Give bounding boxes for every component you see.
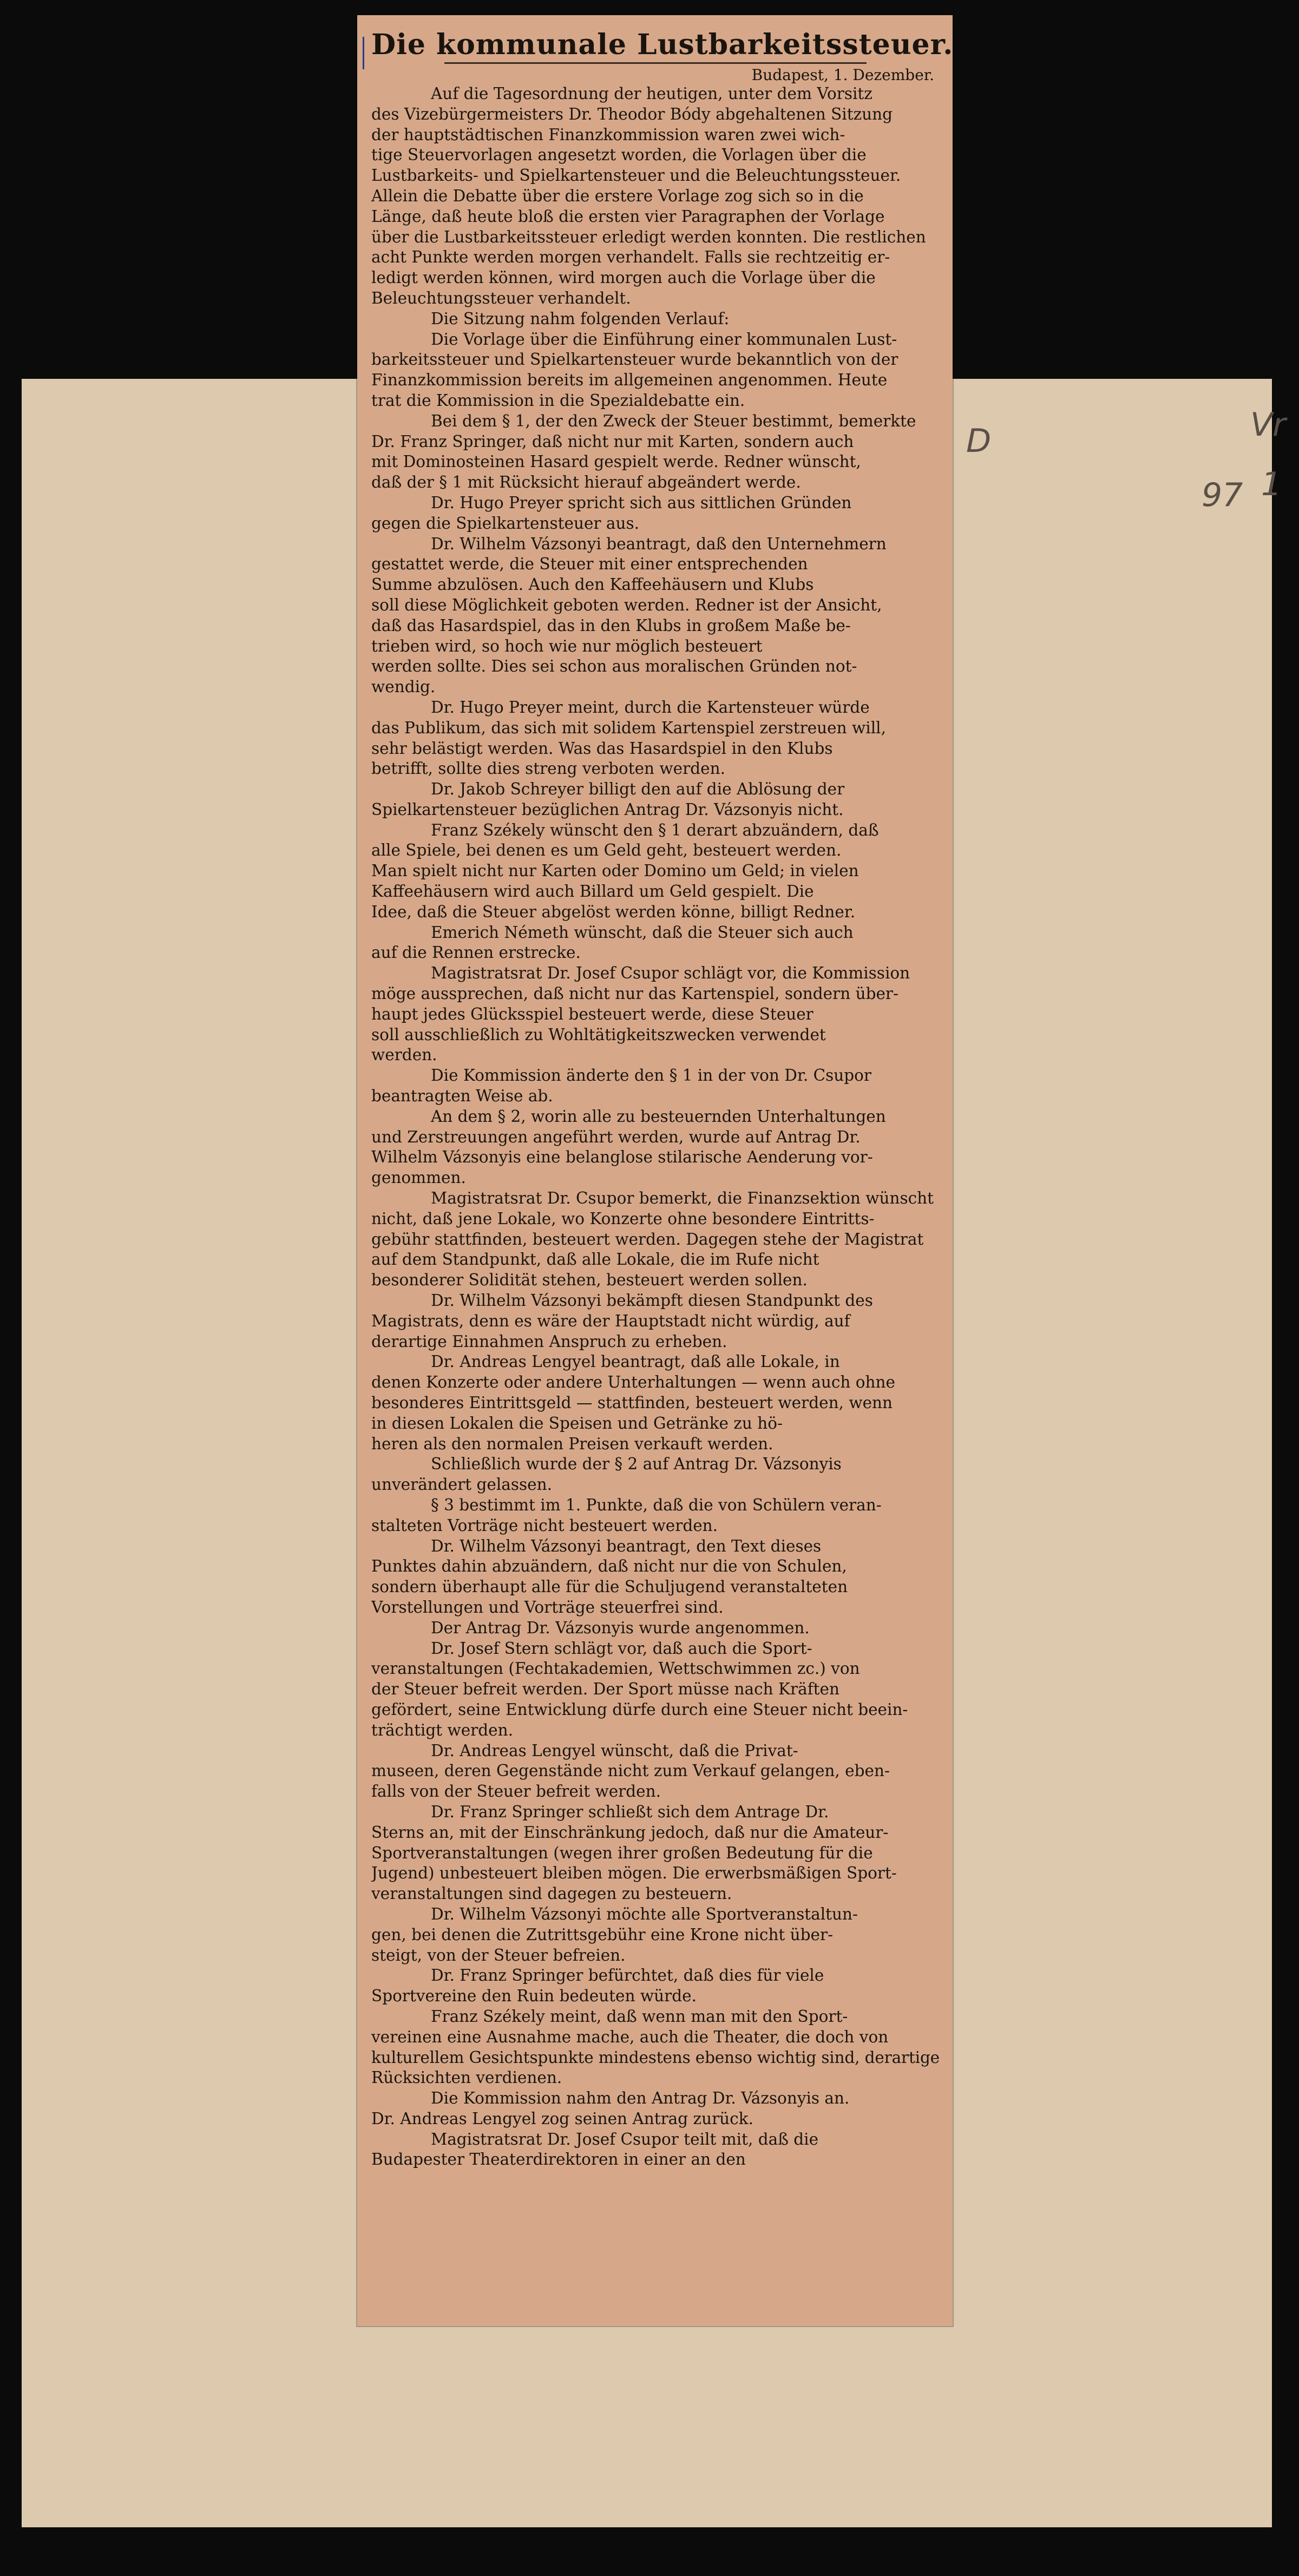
text-line: des Vizebürgermeisters Dr. Theodor Bódy abgehaltenen Sitzung xyxy=(371,104,893,123)
text-line: kulturellem Gesichtspunkte mindestens ebenso wichtig sind, derartige xyxy=(371,2048,940,2067)
text-line: An dem § 2, worin alle zu besteuernden Unterhaltungen xyxy=(431,1107,886,1126)
text-line: Beleuchtungssteuer verhandelt. xyxy=(371,288,631,307)
paragraph xyxy=(371,411,940,493)
text-line: mit Dominosteinen Hasard gespielt werde. Redner wünscht, xyxy=(371,452,861,471)
paragraph xyxy=(371,820,940,923)
text-line: beantragten Weise ab. xyxy=(371,1087,553,1106)
paragraph xyxy=(371,1107,940,1188)
text-line: Der Antrag Dr. Vázsonyis wurde angenommen. xyxy=(431,1618,810,1637)
paragraph xyxy=(371,698,940,779)
paragraph xyxy=(371,1291,940,1352)
article xyxy=(371,28,954,2170)
text-line: auf die Rennen erstrecke. xyxy=(371,943,581,962)
text-line: trächtigt werden. xyxy=(371,1720,513,1739)
title-rule xyxy=(444,62,867,64)
text-line: Spielkartensteuer bezüglichen Antrag Dr. Vázsonyis nicht. xyxy=(371,800,844,819)
text-line: besonderes Eintrittsgeld — stattfinden, besteuert werden, wenn xyxy=(371,1394,893,1412)
text-line: Dr. Wilhelm Vázsonyi beantragt, daß den Unternehmern xyxy=(431,534,887,553)
text-line: möge aussprechen, daß nicht nur das Kartenspiel, sondern über- xyxy=(371,984,898,1003)
text-line: alle Spiele, bei denen es um Geld geht, besteuert werden. xyxy=(371,841,842,860)
paragraph xyxy=(371,923,940,964)
text-line: wendig. xyxy=(371,678,436,696)
paragraph xyxy=(371,1802,940,1904)
text-line: der Steuer befreit werden. Der Sport müsse nach Kräften xyxy=(371,1680,839,1699)
text-line: Dr. Franz Springer schließt sich dem Antrage Dr. xyxy=(431,1802,829,1821)
text-line: Allein die Debatte über die erstere Vorlage zog sich so in die xyxy=(371,186,864,205)
text-line: unverändert gelassen. xyxy=(371,1475,552,1494)
paragraph xyxy=(371,2088,940,2130)
pencil-page-number: 97 xyxy=(1202,476,1243,514)
text-line: Sportveranstaltungen (wegen ihrer großen Bedeutung für die xyxy=(371,1843,873,1862)
text-line: heren als den normalen Preisen verkauft werden. xyxy=(371,1434,773,1453)
text-line: der hauptstädtischen Finanzkommission waren zwei wich- xyxy=(371,125,845,144)
text-line: barkeitssteuer und Spielkartensteuer wurde bekanntlich von der xyxy=(371,350,898,369)
text-line: Franz Székely wünscht den § 1 derart abzuändern, daß xyxy=(431,820,879,839)
text-line: Bei dem § 1, der den Zweck der Steuer bestimmt, bemerkte xyxy=(431,411,916,430)
paragraph xyxy=(371,1495,940,1536)
text-line: Emerich Németh wünscht, daß die Steuer sich auch xyxy=(431,923,854,942)
paragraph xyxy=(371,1639,940,1741)
newspaper-clipping xyxy=(357,15,953,2326)
text-line: falls von der Steuer befreit werden. xyxy=(371,1782,661,1801)
text-line: genommen. xyxy=(371,1168,466,1187)
text-line: Idee, daß die Steuer abgelöst werden könne, billigt Redner. xyxy=(371,902,856,921)
text-line: sondern überhaupt alle für die Schuljugend veranstalteten xyxy=(371,1578,848,1596)
paragraph xyxy=(371,963,940,1066)
paragraph xyxy=(371,2130,940,2171)
text-line: ledigt werden können, wird morgen auch die Vorlage über die xyxy=(371,268,876,287)
text-line: Dr. Andreas Lengyel zog seinen Antrag zurück. xyxy=(371,2109,753,2128)
text-line: Kaffeehäusern wird auch Billard um Geld gespielt. Die xyxy=(371,882,814,901)
text-line: haupt jedes Glücksspiel besteuert werde, diese Steuer xyxy=(371,1004,813,1023)
article-body xyxy=(371,84,940,2170)
text-line: daß das Hasardspiel, das in den Klubs in großem Maße be- xyxy=(371,616,851,635)
text-line: steigt, von der Steuer befreien. xyxy=(371,1946,626,1964)
text-line: gestattet werde, die Steuer mit einer entsprechenden xyxy=(371,555,808,574)
text-line: Magistratsrat Dr. Josef Csupor schlägt vor, die Kommission xyxy=(431,964,910,983)
text-line: betrifft, sollte dies streng verboten werden. xyxy=(371,759,725,778)
text-line: gefördert, seine Entwicklung dürfe durch eine Steuer nicht beein- xyxy=(371,1700,908,1719)
paragraph xyxy=(371,330,940,411)
text-line: Länge, daß heute bloß die ersten vier Paragraphen der Vorlage xyxy=(371,207,885,226)
text-line: Dr. Andreas Lengyel wünscht, daß die Privat- xyxy=(431,1741,798,1760)
dateline: Budapest, 1. Dezember. xyxy=(751,66,934,84)
text-line: Magistratsrat Dr. Csupor bemerkt, die Finanzsektion wünscht xyxy=(431,1189,934,1208)
text-line: Rücksichten verdienen. xyxy=(371,2068,562,2087)
text-line: Lustbarkeits- und Spielkartensteuer und die Beleuchtungssteuer. xyxy=(371,166,901,185)
text-line: Vorstellungen und Vorträge steuerfrei sind. xyxy=(371,1598,724,1616)
paragraph xyxy=(371,1741,940,1802)
text-line: und Zerstreuungen angeführt werden, wurde auf Antrag Dr. xyxy=(371,1127,861,1146)
text-line: Dr. Franz Springer, daß nicht nur mit Karten, sondern auch xyxy=(371,432,854,451)
text-line: werden sollte. Dies sei schon aus moralischen Gründen not- xyxy=(371,657,857,676)
text-line: denen Konzerte oder andere Unterhaltungen — wenn auch ohne xyxy=(371,1373,895,1392)
text-line: sehr belästigt werden. Was das Hasardspiel in den Klubs xyxy=(371,739,833,758)
text-line: Wilhelm Vázsonyis eine belanglose stilarische Aenderung vor- xyxy=(371,1148,873,1167)
text-line: das Publikum, das sich mit solidem Kartenspiel zerstreuen will, xyxy=(371,718,886,737)
text-line: Franz Székely meint, daß wenn man mit den Sport- xyxy=(431,2007,848,2026)
text-line: Magistrats, denn es wäre der Hauptstadt nicht würdig, auf xyxy=(371,1311,850,1330)
text-line: auf dem Standpunkt, daß alle Lokale, die im Rufe nicht xyxy=(371,1250,819,1269)
text-line: Dr. Wilhelm Vázsonyi möchte alle Sportveranstaltun- xyxy=(431,1904,858,1923)
paragraph xyxy=(371,1966,940,2007)
text-line: § 3 bestimmt im 1. Punkte, daß die von Schülern veran- xyxy=(431,1495,882,1514)
text-line: trieben wird, so hoch wie nur möglich besteuert xyxy=(371,636,763,655)
text-line: werden. xyxy=(371,1046,437,1064)
text-line: Magistratsrat Dr. Josef Csupor teilt mit, daß die xyxy=(431,2130,819,2148)
text-line: museen, deren Gegenstände nicht zum Verkauf gelangen, eben- xyxy=(371,1762,890,1780)
paragraph xyxy=(371,534,940,698)
text-line: Jugend) unbesteuert bleiben mögen. Die erwerbsmäßigen Sport- xyxy=(371,1864,897,1883)
text-line: Die Kommission änderte den § 1 in der von Dr. Csupor xyxy=(431,1066,872,1085)
text-line: in diesen Lokalen die Speisen und Getränke zu hö- xyxy=(371,1414,783,1432)
text-line: Die Sitzung nahm folgenden Verlauf: xyxy=(431,309,730,328)
paragraph xyxy=(371,1536,940,1618)
text-line: Dr. Wilhelm Vázsonyi beantragt, den Text dieses xyxy=(431,1536,822,1555)
paragraph xyxy=(371,1454,940,1495)
paragraph xyxy=(371,493,940,534)
text-line: Die Kommission nahm den Antrag Dr. Vázsonyis an. xyxy=(431,2089,850,2108)
text-line: gebühr stattfinden, besteuert werden. Dagegen stehe der Magistrat xyxy=(371,1230,924,1248)
paragraph xyxy=(371,1188,940,1291)
text-line: tige Steuervorlagen angesetzt worden, die Vorlagen über die xyxy=(371,146,867,165)
text-line: acht Punkte werden morgen verhandelt. Falls sie rechtzeitig er- xyxy=(371,248,890,267)
paragraph xyxy=(371,1904,940,1966)
paragraph xyxy=(371,1352,940,1454)
paragraph xyxy=(371,2007,940,2088)
paragraph xyxy=(371,84,940,309)
text-line: über die Lustbarkeitssteuer erledigt werden konnten. Die restlichen xyxy=(371,227,926,246)
text-line: Die Vorlage über die Einführung einer kommunalen Lust- xyxy=(431,330,897,349)
paragraph xyxy=(371,1066,940,1107)
article-title: Die kommunale Lustbarkeitssteuer. xyxy=(371,28,954,61)
text-line: trat die Kommission in die Spezialdebatte ein. xyxy=(371,391,745,410)
paragraph xyxy=(371,309,940,330)
text-line: soll ausschließlich zu Wohltätigkeitszwecken verwendet xyxy=(371,1025,826,1044)
text-line: Dr. Josef Stern schlägt vor, daß auch die Sport- xyxy=(431,1639,812,1658)
pencil-mark-1: 1 xyxy=(1261,465,1282,503)
text-line: besonderer Solidität stehen, besteuert werden sollen. xyxy=(371,1271,808,1290)
text-line: Dr. Franz Springer befürchtet, daß dies für viele xyxy=(431,1966,824,1985)
text-line: Schließlich wurde der § 2 auf Antrag Dr. Vázsonyis xyxy=(431,1455,842,1474)
pencil-mark-vr: Vr xyxy=(1250,406,1286,444)
text-line: veranstaltungen sind dagegen zu besteuern. xyxy=(371,1884,732,1903)
paragraph xyxy=(371,779,940,820)
text-line: Dr. Wilhelm Vázsonyi bekämpft diesen Standpunkt des xyxy=(431,1291,873,1310)
text-line: gen, bei denen die Zutrittsgebühr eine Krone nicht über- xyxy=(371,1925,834,1944)
text-line: Finanzkommission bereits im allgemeinen angenommen. Heute xyxy=(371,371,888,390)
text-line: veranstaltungen (Fechtakademien, Wettschwimmen zc.) von xyxy=(371,1659,860,1678)
text-line: Sportvereine den Ruin bedeuten würde. xyxy=(371,1987,697,2006)
text-line: Man spielt nicht nur Karten oder Domino um Geld; in vielen xyxy=(371,862,859,880)
text-line: Dr. Hugo Preyer spricht sich aus sittlichen Gründen xyxy=(431,493,852,512)
text-line: daß der § 1 mit Rücksicht hierauf abgeändert werde. xyxy=(371,473,801,492)
text-line: Budapester Theaterdirektoren in einer an den xyxy=(371,2150,746,2169)
text-line: stalteten Vorträge nicht besteuert werden. xyxy=(371,1516,718,1535)
text-line: Dr. Jakob Schreyer billigt den auf die Ablösung der xyxy=(431,780,845,799)
paragraph xyxy=(371,1618,940,1639)
text-line: gegen die Spielkartensteuer aus. xyxy=(371,514,640,533)
text-line: soll diese Möglichkeit geboten werden. Redner ist der Ansicht, xyxy=(371,595,882,614)
text-line: Dr. Andreas Lengyel beantragt, daß alle Lokale, in xyxy=(431,1352,840,1371)
text-line: Auf die Tagesordnung der heutigen, unter dem Vorsitz xyxy=(431,84,872,103)
text-line: vereinen eine Ausnahme mache, auch die Theater, die doch von xyxy=(371,2027,889,2046)
text-line: Sterns an, mit der Einschränkung jedoch, daß nur die Amateur- xyxy=(371,1823,889,1842)
text-line: nicht, daß jene Lokale, wo Konzerte ohne besondere Eintritts- xyxy=(371,1209,875,1228)
text-line: Summe abzulösen. Auch den Kaffeehäusern und Klubs xyxy=(371,575,814,594)
text-line: Dr. Hugo Preyer meint, durch die Kartensteuer würde xyxy=(431,698,870,717)
text-line: Punktes dahin abzuändern, daß nicht nur die von Schulen, xyxy=(371,1557,847,1576)
text-line: derartige Einnahmen Anspruch zu erheben. xyxy=(371,1332,727,1351)
pencil-mark-d: D xyxy=(966,422,992,460)
